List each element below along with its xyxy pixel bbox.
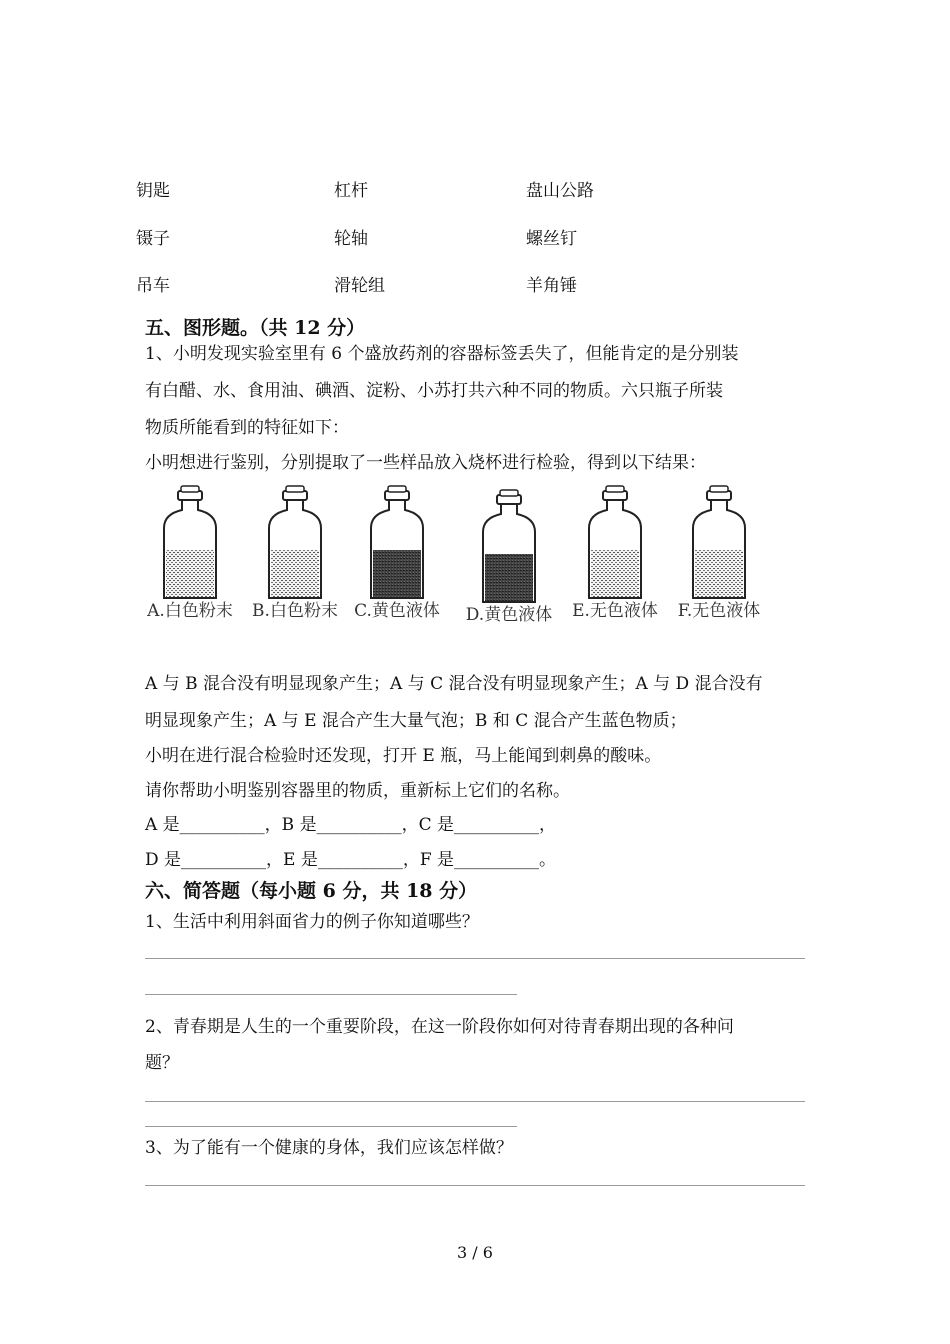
bottle-label: C.黄色液体 — [354, 601, 440, 621]
result-line: 明显现象产生；A 与 E 混合产生大量气泡；B 和 C 混合产生蓝色物质； — [145, 711, 687, 731]
result-line: 请你帮助小明鉴别容器里的物质，重新标上它们的名称。 — [145, 781, 570, 801]
answer-line[interactable] — [145, 958, 805, 959]
bottle-d — [466, 490, 552, 625]
bottle-stopper-top — [286, 486, 304, 492]
question-line: 3、为了能有一个健康的身体，我们应该怎样做？ — [145, 1138, 513, 1158]
result-line: A 与 B 混合没有明显现象产生；A 与 C 混合没有明显现象产生；A 与 D 混合没有 — [145, 674, 763, 694]
section6-heading: 六、简答题（每小题 6 分，共 18 分） — [145, 880, 478, 902]
table-cell: 镊子 — [136, 229, 170, 249]
table-cell: 滑轮组 — [334, 276, 385, 296]
answer-line[interactable] — [145, 1101, 805, 1102]
bottle-c — [354, 486, 440, 621]
answer-row[interactable]: D 是__________，E 是__________，F 是__________。 — [145, 850, 557, 870]
bottle-label: F.无色液体 — [677, 601, 761, 621]
bottle-stopper-top — [181, 486, 199, 492]
bottle-contents — [485, 554, 533, 601]
table-cell: 轮轴 — [334, 229, 368, 249]
answer-line[interactable] — [145, 1126, 517, 1127]
table-cell: 盘山公路 — [526, 181, 594, 201]
question-line: 物质所能看到的特征如下： — [145, 418, 349, 438]
table-cell: 钥匙 — [136, 181, 170, 201]
answer-row[interactable]: A 是__________，B 是__________，C 是__________， — [145, 815, 556, 835]
bottle-label: D.黄色液体 — [465, 605, 553, 625]
bottle-a — [146, 486, 233, 621]
table-cell: 杠杆 — [334, 181, 368, 201]
bottle-b — [252, 486, 338, 621]
result-line: 小明在进行混合检验时还发现，打开 E 瓶，马上能闻到刺鼻的酸味。 — [145, 746, 662, 766]
answer-line[interactable] — [145, 1185, 805, 1186]
bottle-e — [572, 486, 658, 621]
page-number: 3 / 6 — [457, 1243, 493, 1262]
question-line: 2、青春期是人生的一个重要阶段，在这一阶段你如何对待青春期出现的各种问 — [145, 1017, 734, 1037]
question-line: 小明想进行鉴别，分别提取了一些样品放入烧杯进行检验，得到以下结果： — [145, 453, 706, 473]
bottle-stopper-top — [500, 490, 518, 496]
bottle-contents — [166, 550, 214, 597]
question-line: 1、生活中利用斜面省力的例子你知道哪些？ — [145, 912, 479, 932]
table-cell: 螺丝钉 — [526, 229, 577, 249]
bottle-contents — [695, 550, 743, 597]
bottle-label: E.无色液体 — [572, 601, 658, 621]
section5-heading: 五、图形题。（共 12 分） — [145, 317, 366, 339]
question-line: 有白醋、水、食用油、碘酒、淀粉、小苏打共六种不同的物质。六只瓶子所装 — [145, 381, 723, 401]
bottle-label: A.白色粉末 — [147, 601, 233, 621]
bottle-stopper-top — [388, 486, 406, 492]
bottles-figure — [145, 480, 805, 630]
bottle-f — [678, 486, 761, 621]
table-cell: 羊角锤 — [526, 276, 577, 296]
bottle-contents — [591, 550, 639, 597]
table-cell: 吊车 — [136, 276, 170, 296]
bottle-stopper-top — [710, 486, 728, 492]
bottle-contents — [271, 550, 319, 597]
question-line: 题？ — [145, 1053, 179, 1073]
question-line: 1、小明发现实验室里有 6 个盛放药剂的容器标签丢失了，但能肯定的是分别装 — [145, 344, 739, 364]
bottle-contents — [373, 550, 421, 597]
bottle-label: B.白色粉末 — [252, 601, 338, 621]
answer-line[interactable] — [145, 994, 517, 995]
bottle-stopper-top — [606, 486, 624, 492]
